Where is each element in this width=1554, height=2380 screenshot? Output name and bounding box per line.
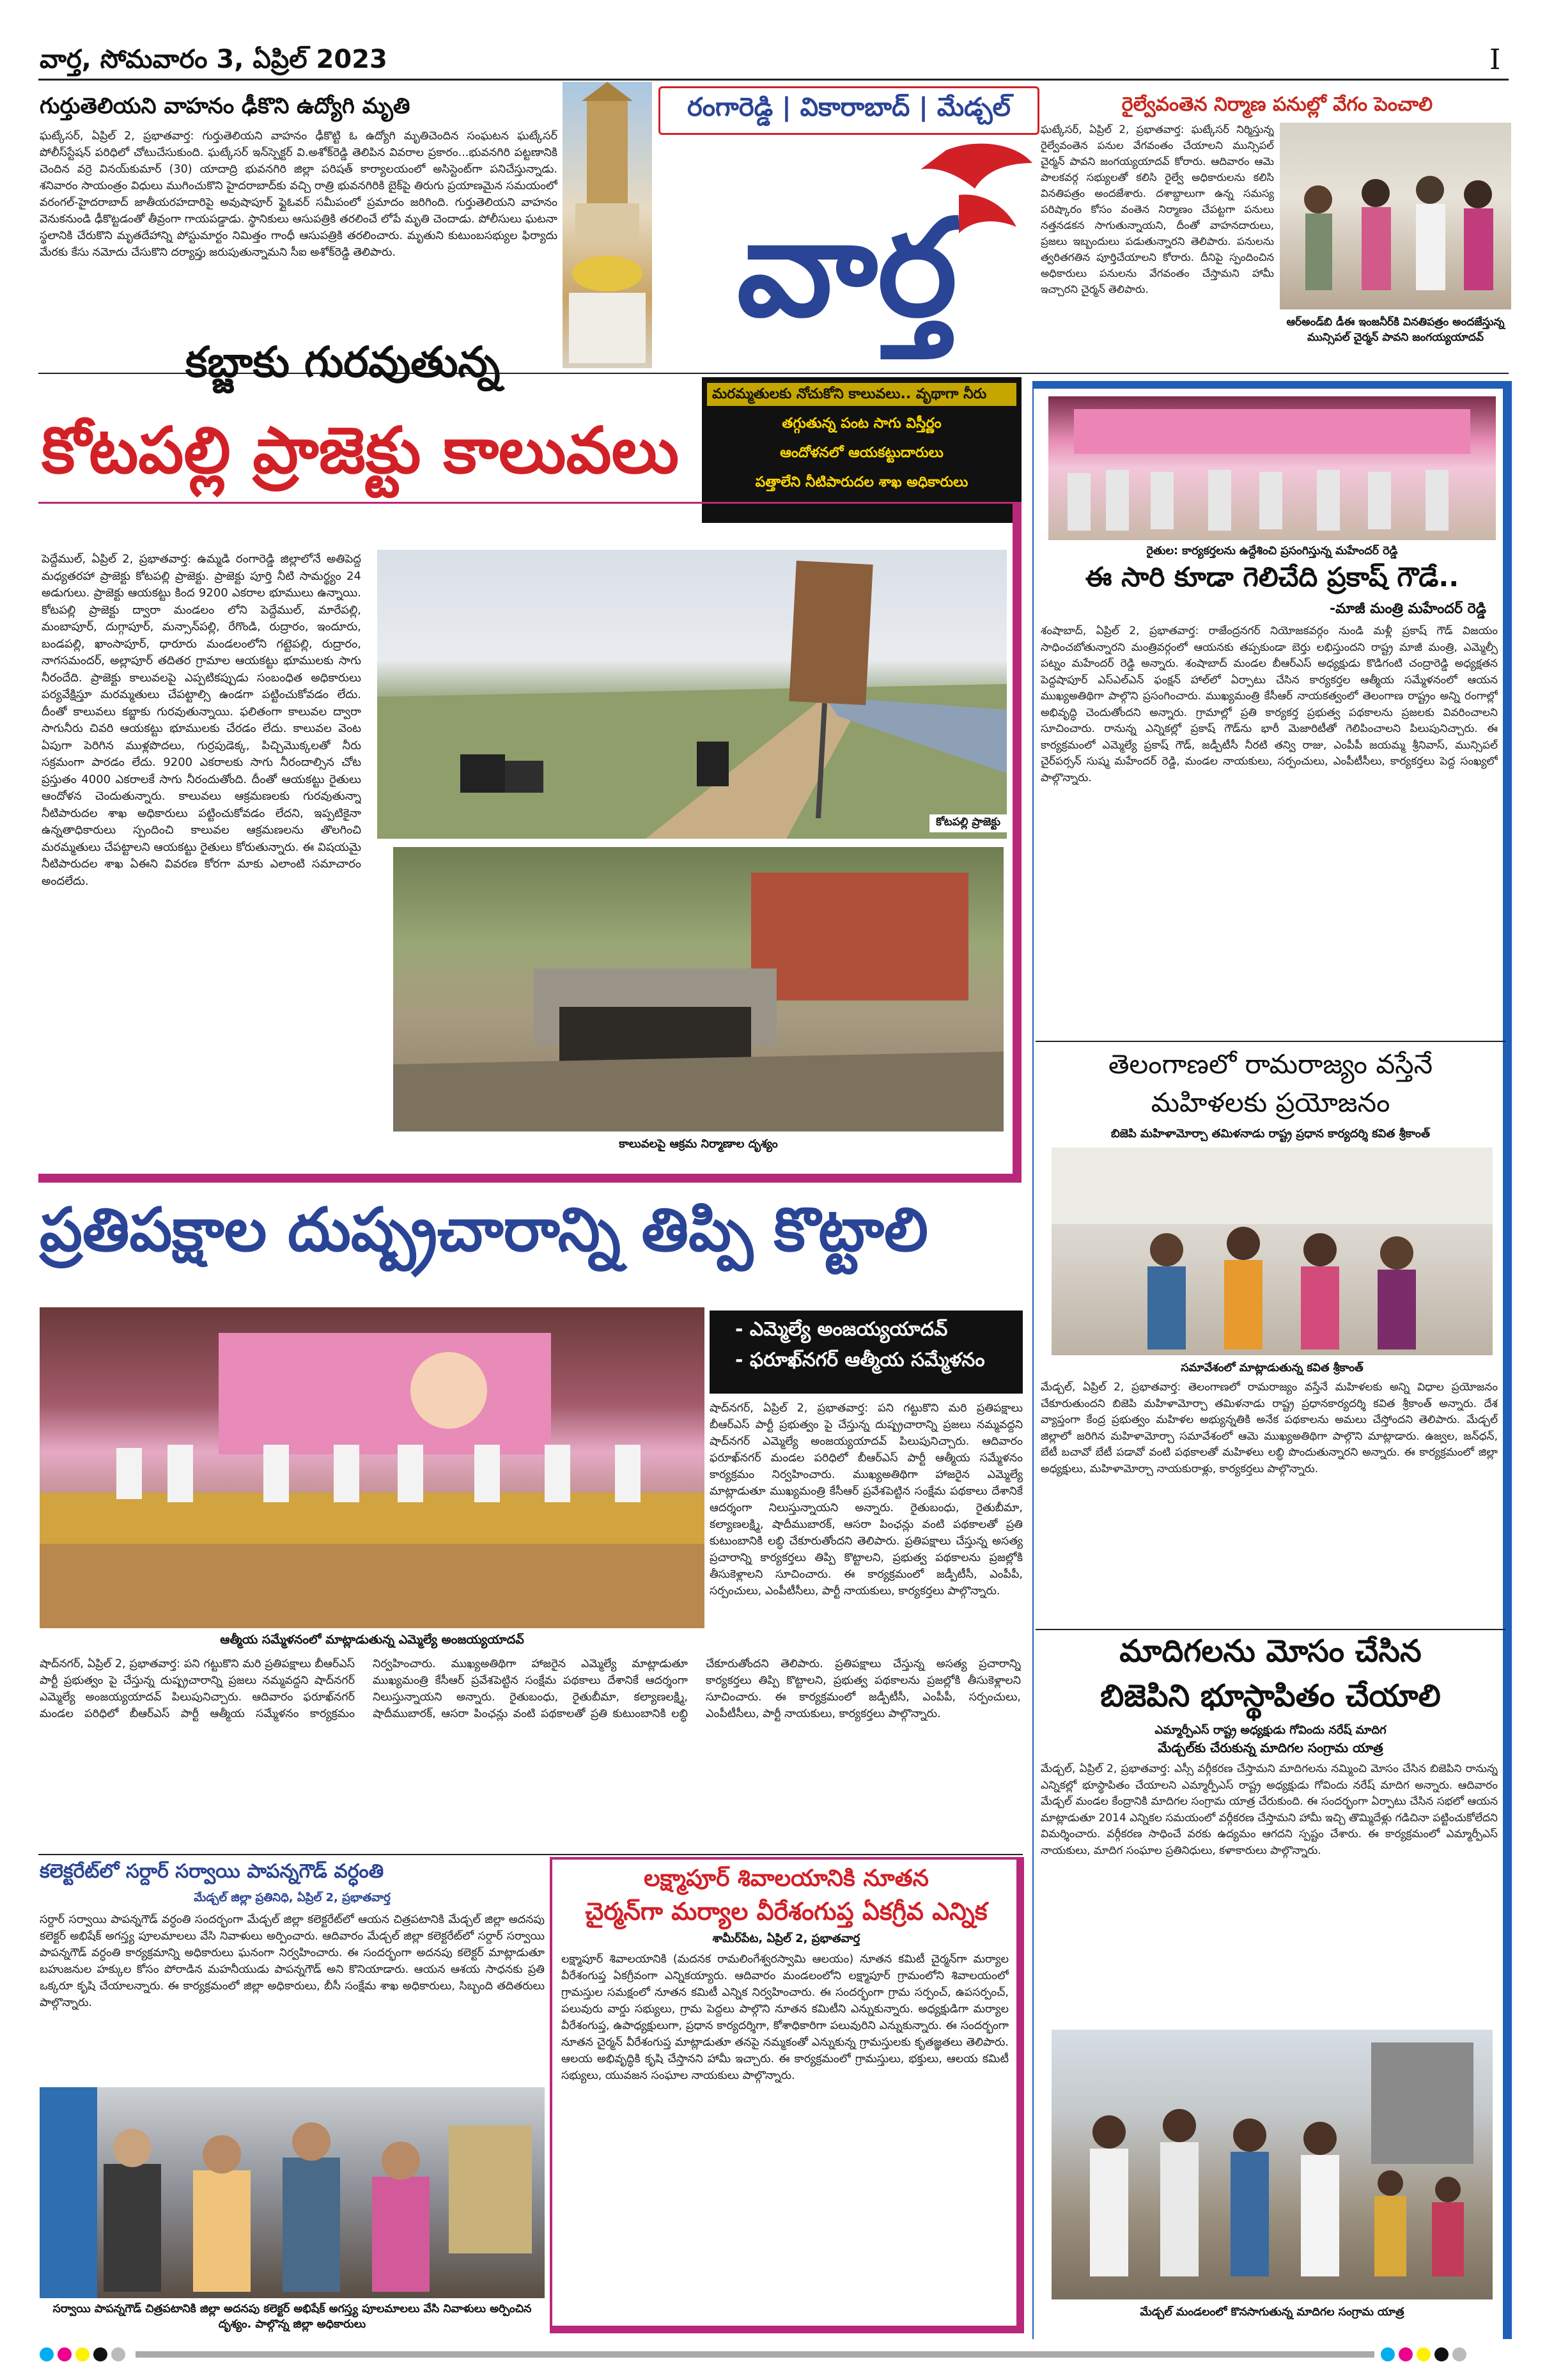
opposition-tags	[710, 1311, 1023, 1394]
madiga-photo-caption: మేడ్చల్ మండలంలో కొనసాగుతున్న మాదిగల సంగ్రామ యాత్ర	[1140, 2306, 1404, 2319]
opposition-photo	[40, 1307, 704, 1628]
kotapally-photo-1	[377, 550, 1007, 839]
sidebar-rule-2	[1036, 1629, 1505, 1630]
kotapally-photo2-caption: కాలువలపై ఆక్రమ నిర్మాణాల దృశ్యం	[619, 1137, 778, 1151]
temple-headline-2: చైర్మన్‌గా మర్యాల వీరేశంగుప్త ఏకగ్రీవ ఎన్నిక	[585, 1897, 988, 1925]
kotapally-deck	[702, 377, 1022, 523]
district-banner	[658, 86, 1039, 135]
swatch-black-2-icon	[1434, 2347, 1449, 2361]
swatch-black-icon	[93, 2347, 107, 2361]
railway-headline: రైల్వేవంతెన నిర్మాణ పనుల్లో వేగం పెంచాలి	[1121, 93, 1433, 116]
swatch-magenta-2-icon	[1399, 2347, 1413, 2361]
opposition-body-right: షాద్‌నగర్, ఏప్రిల్ 2, ప్రభాతవార్త: పని గట్టుకొని మరి ప్రతిపక్షాలు బీఆర్‌ఎస్ పార్టీ ప్రభుత్వం పై చేస్తున్న దుష్ప్రచారాన్ని ప్రజలు నమ్మవద్దని షాద్‌నగర్ ఎమ్మెల్యే అంజయ్యయాదవ్ పిలుపునిచ్చారు. ఆదివారం ఫరూఖ్‌నగర్ మండల పరిధిలో బీఆర్‌ఎస్ పార్టీ ఆత్మీయ సమ్మేళనం కార్యక్రమం నిర్వహించారు. ముఖ్యఅతిథిగా హాజరైన ఎమ్మెల్యే మాట్లాడుతూ ముఖ్యమంత్రి కేసీఆర్ ప్రవేశపెట్టిన సంక్షేమ పథకాలు దేశానికే ఆదర్శంగా నిలుస్తున్నాయని అన్నారు. రైతుబంధు, రైతుబీమా, కల్యాణలక్ష్మి, షాదీముబారక్, ఆసరా పింఛన్లు వంటి పథకాలతో ప్రతి కుటుంబానికి లబ్ధి చేకూరుతోందని తెలిపారు. ప్రతిపక్షాలు చేస్తున్న అసత్య ప్రచారాన్ని కార్యకర్తలు తిప్పి కొట్టాలని, ప్రభుత్వ పథకాలను ప్రజల్లోకి తీసుకెళ్లాలని సూచించారు. ఈ కార్యక్రమంలో జడ్పీటీసీ, ఎంపీపీ, సర్పంచులు, ఎంపీటీసీలు, పార్టీ నాయకులు, కార్యకర్తలు పాల్గొన్నారు.	[710, 1402, 1023, 1598]
footer-color-bar-right	[1374, 2347, 1470, 2361]
opposition-photo-caption: ఆత్మీయ సమ్మేళనంలో మాట్లాడుతున్న ఎమ్మెల్యే అంజయ్యయాదవ్	[220, 1633, 524, 1647]
paper-name: వార్త	[736, 190, 958, 346]
kotapally-headline: కోటపల్లి ప్రాజెక్టు కాలువలు	[42, 413, 680, 488]
deck-line-3: ఆందోళనలో ఆయకట్టుదారులు	[780, 445, 944, 461]
temple-photo	[563, 82, 652, 368]
footer-registration-strip	[136, 2351, 1414, 2358]
ramarajyam-photo	[1052, 1147, 1493, 1355]
vardhanthi-body: సర్దార్ సర్వాయి పాపన్నగౌడ్ వర్ధంతి సందర్భంగా మేడ్చల్ జిల్లా కలెక్టరేట్‌లో ఆయన చిత్రపటానికి మేడ్చల్ జిల్లా అదనపు కలెక్టర్ అభిషేక్ అగస్త్య పూలమాలలు వేసి నివాళులు అర్పించారు. ఆదివారం మేడ్చల్ జిల్లా కలెక్టరేట్‌లో సర్దార్ సర్వాయి పాపన్నగౌడ్ వర్ధంతి కార్యక్రమాన్ని అధికారులు ఘనంగా నిర్వహించారు. ఈ సందర్భంగా అదనపు కలెక్టర్ మాట్లాడుతూ బహుజనుల హక్కుల కోసం పోరాడిన మహనీయుడు పాపన్నగౌడ్ అని కొనియాడారు. ఆయన ఆశయ సాధనకు ప్రతి ఒక్కరూ కృషి చేయాలన్నారు. ఈ కార్యక్రమంలో జిల్లా అధికారులు, బీసీ సంక్షేమ శాఖ అధికారులు, సిబ్బంది తదితరులు పాల్గొన్నారు.	[40, 1913, 545, 2009]
mid-rule	[38, 1854, 1023, 1855]
sidebar-rule-1	[1036, 1041, 1505, 1042]
kotapally-kicker: కబ్జాకు గురవుతున్న	[185, 338, 501, 387]
railway-photo	[1280, 123, 1511, 309]
vardhanthi-photo-caption: సర్వాయి పాపన్నగౌడ్ చిత్రపటానికి జిల్లా అదనపు కలెక్టర్ అభిషేక్ అగస్త్య పూలమాలలు వేసి నివాళులు అర్పించిన దృశ్యం. పాల్గొన్న జిల్లా అధికారులు	[52, 2303, 532, 2331]
vardhanthi-headline: కలెక్టరేట్‌లో సర్దార్ సర్వాయి పాపన్నగౌడ్ వర్ధంతి	[40, 1860, 384, 1883]
swatch-grey-icon	[111, 2347, 125, 2361]
temple-icon	[563, 82, 652, 368]
ramarajyam-headline-1: తెలంగాణలో రామరాజ్యం వస్తేనే	[1108, 1048, 1433, 1080]
ramarajyam-headline-2: మహిళలకు ప్రయోజనం	[1151, 1087, 1390, 1118]
gouda-photo-caption: రైతుల: కార్యకర్తలను ఉద్దేశించి ప్రసంగిస్తున్న మహేందర్ రెడ్డి	[1146, 545, 1398, 557]
district-banner-text: రంగారెడ్డి | వికారాబాద్ | మేడ్చల్	[687, 93, 1011, 122]
railway-photo-caption: ఆర్‌అండ్‌బి డీఈ ఇంజనీర్‌కి వినతిపత్రం అందజేస్తున్న మున్సిపల్ చైర్మన్ పావని జంగయ్యయాదవ్	[1286, 316, 1505, 344]
vardhanthi-dateline: మేడ్చల్ జిల్లా ప్రతినిధి, ఏప్రిల్ 2, ప్రభాతవార్త	[194, 1891, 391, 1904]
swatch-yellow-icon	[75, 2347, 89, 2361]
gouda-photo	[1048, 396, 1496, 540]
ramarajyam-body: మేడ్చల్, ఏప్రిల్ 2, ప్రభాతవార్త: తెలంగాణలో రామరాజ్యం వస్తేనే మహిళలకు అన్ని విధాల ప్రయోజనం చేకూరుతుందని బిజెపి మహిళామోర్చా తమిళనాడు రాష్ట్ర ప్రధానకార్యదర్శి కవిత శ్రీకాంత్ అన్నారు. దేశ వ్యాప్తంగా కేంద్ర ప్రభుత్వం మహిళల అభ్యున్నతికి అనేక పథకాలను అమలు చేస్తోందని తెలిపారు. మేడ్చల్ జిల్లాలో జరిగిన మహిళామోర్చా సమావేశంలో ఆమె ముఖ్యఅతిథిగా పాల్గొని మాట్లాడారు. ఉజ్వల, జన్‌ధన్, బేటీ బచావో బేటీ పడావో వంటి పథకాలతో మహిళలు లబ్ధి పొందుతున్నారని అన్నారు. ఈ కార్యక్రమంలో జిల్లా అధ్యక్షులు, మహిళామోర్చా నాయకురాళ్లు, కార్యకర్తలు పాల్గొన్నారు.	[1041, 1381, 1498, 1475]
madiga-headline-2: బిజెపిని భూస్థాపితం చేయాలి	[1100, 1678, 1441, 1714]
opposition-body-bottom: షాద్‌నగర్, ఏప్రిల్ 2, ప్రభాతవార్త: పని గట్టుకొని మరి ప్రతిపక్షాలు బీఆర్‌ఎస్ పార్టీ ప్రభుత్వం పై చేస్తున్న దుష్ప్రచారాన్ని ప్రజలు నమ్మవద్దని షాద్‌నగర్ ఎమ్మెల్యే అంజయ్యయాదవ్ పిలుపునిచ్చారు. ఆదివారం ఫరూఖ్‌నగర్ మండల పరిధిలో బీఆర్‌ఎస్ పార్టీ ఆత్మీయ సమ్మేళనం కార్యక్రమం నిర్వహించారు. ముఖ్యఅతిథిగా హాజరైన ఎమ్మెల్యే మాట్లాడుతూ ముఖ్యమంత్రి కేసీఆర్ ప్రవేశపెట్టిన సంక్షేమ పథకాలు దేశానికే ఆదర్శంగా నిలుస్తున్నాయని అన్నారు. రైతుబంధు, రైతుబీమా, కల్యాణలక్ష్మి, షాదీముబారక్, ఆసరా పింఛన్లు వంటి పథకాలతో ప్రతి కుటుంబానికి లబ్ధి చేకూరుతోందని తెలిపారు. ప్రతిపక్షాలు చేస్తున్న అసత్య ప్రచారాన్ని కార్యకర్తలు తిప్పి కొట్టాలని, ప్రభుత్వ పథకాలను ప్రజల్లోకి తీసుకెళ్లాలని సూచించారు. ఈ కార్యక్రమంలో జడ్పీటీసీ, ఎంపీపీ, సర్పంచులు, ఎంపీటీసీలు, పార్టీ నాయకులు, కార్యకర్తలు పాల్గొన్నారు.	[40, 1658, 1021, 1720]
madiga-headline-1: మాదిగలను మోసం చేసిన	[1119, 1633, 1422, 1669]
swatch-cyan-2-icon	[1381, 2347, 1395, 2361]
vardhanthi-photo	[40, 2087, 545, 2298]
footer-color-bar-left	[40, 2347, 1414, 2361]
ramarajyam-subhead: బిజెపి మహిళామోర్చా తమిళనాడు రాష్ట్ర ప్రధాన కార్యదర్శి కవిత శ్రీకాంత్	[1110, 1127, 1431, 1140]
gouda-headline: ఈ సారి కూడా గెలిచేది ప్రకాష్ గౌడే..	[1085, 561, 1459, 593]
ramarajyam-photo-caption: సమావేశంలో మాట్లాడుతున్న కవిత శ్రీకాంత్	[1181, 1362, 1364, 1374]
opposition-tag-1: - ఎమ్మెల్యే అంజయ్యయాదవ్	[735, 1318, 948, 1341]
swatch-magenta-icon	[58, 2347, 72, 2361]
madiga-subhead-2: మేడ్చల్‌కు చేరుకున్న మాదిగల సంగ్రామ యాత్ర	[1158, 1740, 1383, 1755]
gouda-subhead: -మాజీ మంత్రి మహేందర్ రెడ్డి	[1330, 601, 1486, 617]
swatch-grey-2-icon	[1452, 2347, 1466, 2361]
temple-body: లక్ష్మాపూర్ శివాలయానికి (మదనక రామలింగేశ్వరస్వామి ఆలయం) నూతన కమిటీ చైర్మన్‌గా మర్యాల వీరేశంగుప్త ఏకగ్రీవంగా ఎన్నికయ్యారు. ఆదివారం మండలంలోని లక్ష్మాపూర్ గ్రామంలోని శివాలయంలో గ్రామస్తుల సమక్షంలో నూతన కమిటీ ఎన్నిక నిర్వహించారు. ఈ సందర్భంగా గ్రామ సర్పంచ్, ఉపసర్పంచ్, పలువురు వార్డు సభ్యులు, గ్రామ పెద్దలు పాల్గొని నూతన కమిటీని ఎన్నుకున్నారు. అధ్యక్షుడిగా మర్యాల వీరేశంగుప్త, ఉపాధ్యక్షులుగా, ప్రధాన కార్యదర్శిగా, కోశాధికారిగా పలువురిని ఎన్నుకున్నారు. ఈ సందర్భంగా నూతన చైర్మన్ వీరేశంగుప్త మాట్లాడుతూ తనపై నమ్మకంతో ఎన్నుకున్న గ్రామస్తులకు కృతజ్ఞతలు తెలిపారు. ఆలయ అభివృద్ధికి కృషి చేస్తానని హామీ ఇచ్చారు. ఈ కార్యక్రమంలో గ్రామస్తులు, భక్తులు, ఆలయ కమిటీ సభ్యులు, యువజన సంఘాల నాయకులు పాల్గొన్నారు.	[561, 1953, 1009, 2082]
madiga-photo	[1052, 2030, 1493, 2299]
deck-line-1: మరమ్మతులకు నోచుకోని కాలువలు.. వృథాగా నీరు	[707, 383, 1016, 406]
madiga-subhead-1: ఎమ్మార్పీఎస్ రాష్ట్ర అధ్యక్షుడు గోవిందు నరేష్ మాదిగ	[1154, 1723, 1387, 1737]
page-number: I	[1489, 43, 1501, 76]
accident-headline: గుర్తుతెలియని వాహనం ఢీకొని ఉద్యోగి మృతి	[40, 93, 410, 119]
gouda-body: శంషాబాద్, ఏప్రిల్ 2, ప్రభాతవార్త: రాజేంద్రనగర్ నియోజకవర్గం నుండి మళ్లీ ప్రకాష్ గౌడ్ విజయం సాధించబోతున్నారని మంత్రివర్గంలో ఆయనకు తప్పకుండా బెర్తు లభిస్తుందని రాష్ట్ర మాజీ మంత్రి, ఎమ్మెల్సీ పట్నం మహేందర్ రెడ్డి అన్నారు. శంషాబాద్ మండల బీఆర్‌ఎస్ అధ్యక్షుడు కొడిగంటి చంద్రారెడ్డి అధ్యక్షతన పెద్దషాపూర్ ఎస్‌ఎల్‌ఎన్ ఫంక్షన్ హాల్‌లో ఏర్పాటు చేసిన కార్యకర్తల ఆత్మీయ సమ్మేళనంలో ఆయన ముఖ్యఅతిథిగా పాల్గొని ప్రసంగించారు. ముఖ్యమంత్రి కేసీఆర్ నాయకత్వంలో తెలంగాణ రాష్ట్రం అన్ని రంగాల్లో అభివృద్ధి చెందుతోందని అన్నారు. గ్రామాల్లో ప్రతి కార్యకర్త ప్రభుత్వ పథకాలను ప్రజలకు వివరించాలని సూచించారు. రానున్న ఎన్నికల్లో ప్రకాష్ గౌడ్‌ను భారీ మెజారిటీతో గెలిపించాలని పిలుపునిచ్చారు. ఈ కార్యక్రమంలో ఎమ్మెల్యే ప్రకాష్ గౌడ్, జడ్పీటీసీ నీరటి తన్వి రాజు, ఎంపీపీ జయమ్మ శ్రీనివాస్, మున్సిపల్ చైర్‌పర్సన్ సుష్మ మహేందర్ రెడ్డి, మండల నాయకులు, సర్పంచులు, ఎంపీటీసీలు, కార్యకర్తలు పెద్ద సంఖ్యలో పాల్గొన్నారు.	[1041, 625, 1498, 784]
deck-line-4: పత్తాలేని నీటిపారుదల శాఖ అధికారులు	[755, 474, 968, 490]
kotapally-body: పెద్దేముల్, ఏప్రిల్ 2, ప్రభాతవార్త: ఉమ్మడి రంగారెడ్డి జిల్లాలోనే అతిపెద్ద మధ్యతరహా ప్రాజెక్టు కోటపల్లి ప్రాజెక్టు. ప్రాజెక్టు పూర్తి నీటి సామర్థ్యం 24 అడుగులు. ప్రాజెక్టు ఆయకట్టు కింద 9200 ఎకరాల భూములు ఉన్నాయి. కోటపల్లి ప్రాజెక్టు ద్వారా మండలం లోని పెద్దేముల్, మారేపల్లి, మంబాపూర్, దుగ్గాపూర్, మన్సాన్‌పల్లి, రేగొండి, రుద్రారం, ఇందూరు, బండపల్లి, ఖాంసాపూర్, ధారూరు మండలంలోని గట్టెపల్లి, రుద్రారం, నాగసమందర్, అల్లాపూర్ తదితర గ్రామాల ఆయకట్టు భూములకు సాగు నీరందేది. ప్రాజెక్టు కాలువలపై ఎప్పటికప్పుడు సంబంధిత అధికారులు పర్యవేక్షిస్తూ మరమ్మతులు చేపట్టాల్సి ఉండగా పట్టించుకోవడం లేదు. దీంతో కాలువలు కబ్జాకు గురవుతున్నాయి. ఫలితంగా కాలువల ద్వారా సాగునీరు చివరి ఆయకట్టు భూములకు చేరడం లేదు. కాలువల వెంట ఏపుగా పెరిగిన ముళ్లపొదలు, గుర్రపుడెక్క, పిచ్చిమొక్కలతో నీరు సక్రమంగా పారడం లేదు. 9200 ఎకరాలకు సాగు నీరందాల్సిన చోట ప్రస్తుతం 4000 ఎకరాలకే సాగు నీరందుతోంది. దీంతో ఆయకట్టు రైతులు ఆందోళన చెందుతున్నారు. కాలువలు ఆక్రమణలకు గురవుతున్నా నీటిపారుదల శాఖ అధికారులు పట్టించుకోవడం లేదని, ఇప్పటికైనా ఉన్నతాధికారులు స్పందించి కాలువల ఆక్రమణలను తొలగించి మరమ్మతులు చేపట్టాలని ఆయకట్టు రైతులు కోరుతున్నారు. ఈ విషయమై నీటిపారుదల శాఖ ఏఈని వివరణ కోరగా మాకు ఎలాంటి సమాచారం అందలేదు.	[42, 552, 361, 888]
paper-logo	[658, 137, 1036, 368]
kotapally-photo-2	[393, 847, 1004, 1132]
temple-dateline: శామీర్‌పేట, ఏప్రిల్ 2, ప్రభాతవార్త	[712, 1932, 860, 1945]
railway-body: ఘట్కేసర్, ఏప్రిల్ 2, ప్రభాతవార్త: ఘట్కేసర్ నిర్మిస్తున్న రైల్వేవంతెన పనుల వేగవంతం చేయాలని మున్సిపల్ చైర్మన్ పావని జంగయ్యయాదవ్ కోరారు. ఆదివారం ఆమె పాలకవర్గ సభ్యులతో కలిసి రైల్వే అధికారులను కలిసి వినతిపత్రం అందజేశారు. దశాబ్దాలుగా ఉన్న సమస్య పరిష్కారం కోసం వంతెన నిర్మాణం చేపట్టగా పనులు నత్తనడకన సాగుతున్నాయని, దీంతో వాహనదారులు, ప్రజలు ఇబ్బందులు పడుతున్నారని తెలిపారు. పనులను త్వరితగతిన పూర్తిచేయాలని కోరారు. దీనిపై స్పందించిన అధికారులు పనులను వేగవంతం చేస్తామని హామీ ఇచ్చారని చైర్మన్ తెలిపారు.	[1041, 123, 1274, 295]
opposition-tag-2: - ఫరూఖ్‌నగర్ ఆత్మీయ సమ్మేళనం	[735, 1349, 985, 1371]
header-rule	[38, 79, 1509, 81]
masthead-left: వార్త, సోమవారం 3, ఏప్రిల్ 2023	[40, 45, 387, 74]
opposition-headline: ప్రతిపక్షాల దుష్ప్రచారాన్ని తిప్పి కొట్టాలి	[40, 1195, 928, 1265]
swatch-cyan-icon	[40, 2347, 54, 2361]
madiga-body: మేడ్చల్, ఏప్రిల్ 2, ప్రభాతవార్త: ఎస్సీ వర్గీకరణ చేస్తామని మాదిగలను నమ్మించి మోసం చేసిన బిజెపిని రానున్న ఎన్నికల్లో భూస్థాపితం చేయాలని ఎమ్మార్పీఎస్ రాష్ట్ర అధ్యక్షుడు గోవిందు నరేష్ మాదిగ అన్నారు. ఆదివారం మేడ్చల్ మండల కేంద్రానికి మాదిగల సంగ్రామ యాత్ర చేరుకుంది. ఈ సందర్భంగా ఏర్పాటు చేసిన సభలో ఆయన మాట్లాడుతూ 2014 ఎన్నికల సమయంలో వర్గీకరణ చేస్తామని హామీ ఇచ్చి తొమ్మిదేళ్లు గడిచినా పట్టించుకోలేదని విమర్శించారు. వర్గీకరణ సాధించే వరకు ఉద్యమం ఆగదని స్పష్టం చేశారు. ఈ కార్యక్రమంలో ఎమ్మార్పీఎస్ నాయకులు, మాదిగ సంఘాల ప్రతినిధులు, కళాకారులు పాల్గొన్నారు.	[1041, 1762, 1498, 1857]
temple-headline-1: లక్ష్మాపూర్ శివాలయానికి నూతన	[644, 1865, 929, 1892]
deck-line-2: తగ్గుతున్న పంట సాగు విస్తీర్ణం	[782, 416, 942, 432]
kotapally-photo1-caption: కోటపల్లి ప్రాజెక్టు	[929, 814, 1007, 832]
swatch-yellow-2-icon	[1417, 2347, 1431, 2361]
accident-body: ఘట్కేసర్, ఏప్రిల్ 2, ప్రభాతవార్త: గుర్తుతెలియని వాహనం ఢీకొట్టి ఓ ఉద్యోగి మృతిచెందిన సంఘటన ఘట్కేసర్ పోలీస్‌స్టేషన్ పరిధిలో చోటుచేసుకుంది. ఘట్కేసర్ ఇన్‌స్పెక్టర్ వి.అశోక్‌రెడ్డి తెలిపిన వివరాల ప్రకారం...భువనగిరి పట్టణానికి చెందిన వర్రె వినయ్‌కుమార్ (30) యాదాద్రి భువనగిరి జిల్లా పరిషత్ కార్యాలయంలో అసిస్టెంట్‌గా పనిచేస్తున్నాడు. శనివారం సాయంత్రం విధులు ముగించుకొని హైదరాబాద్‌కు వచ్చి రాత్రి భువనగిరికి బైక్‌పై తిరుగు ప్రయాణమైన సమయంలో వరంగల్-హైదరాబాద్ జాతీయరహదారిపై అవుషాపూర్ ఫ్లైఓవర్ సమీపంలో ప్రమాదం జరిగింది. గుర్తుతెలియని వాహనం వెనుకనుండి ఢీకొట్టడంతో తీవ్రంగా గాయపడ్డాడు. స్థానికులు ఆసుపత్రికి తరలించే లోపే మృతి చెందాడు. పోలీసులు ఘటనా స్థలానికి చేరుకొని మృతదేహాన్ని పోస్టుమార్టం నిమిత్తం గాంధీ ఆసుపత్రికి తరలించారు. మృతుని కుటుంబసభ్యుల ఫిర్యాదు మేరకు కేసు నమోదు చేసుకొని దర్యాప్తు జరుపుతున్నామని సీఐ అశోక్‌రెడ్డి తెలిపారు.	[40, 130, 557, 259]
